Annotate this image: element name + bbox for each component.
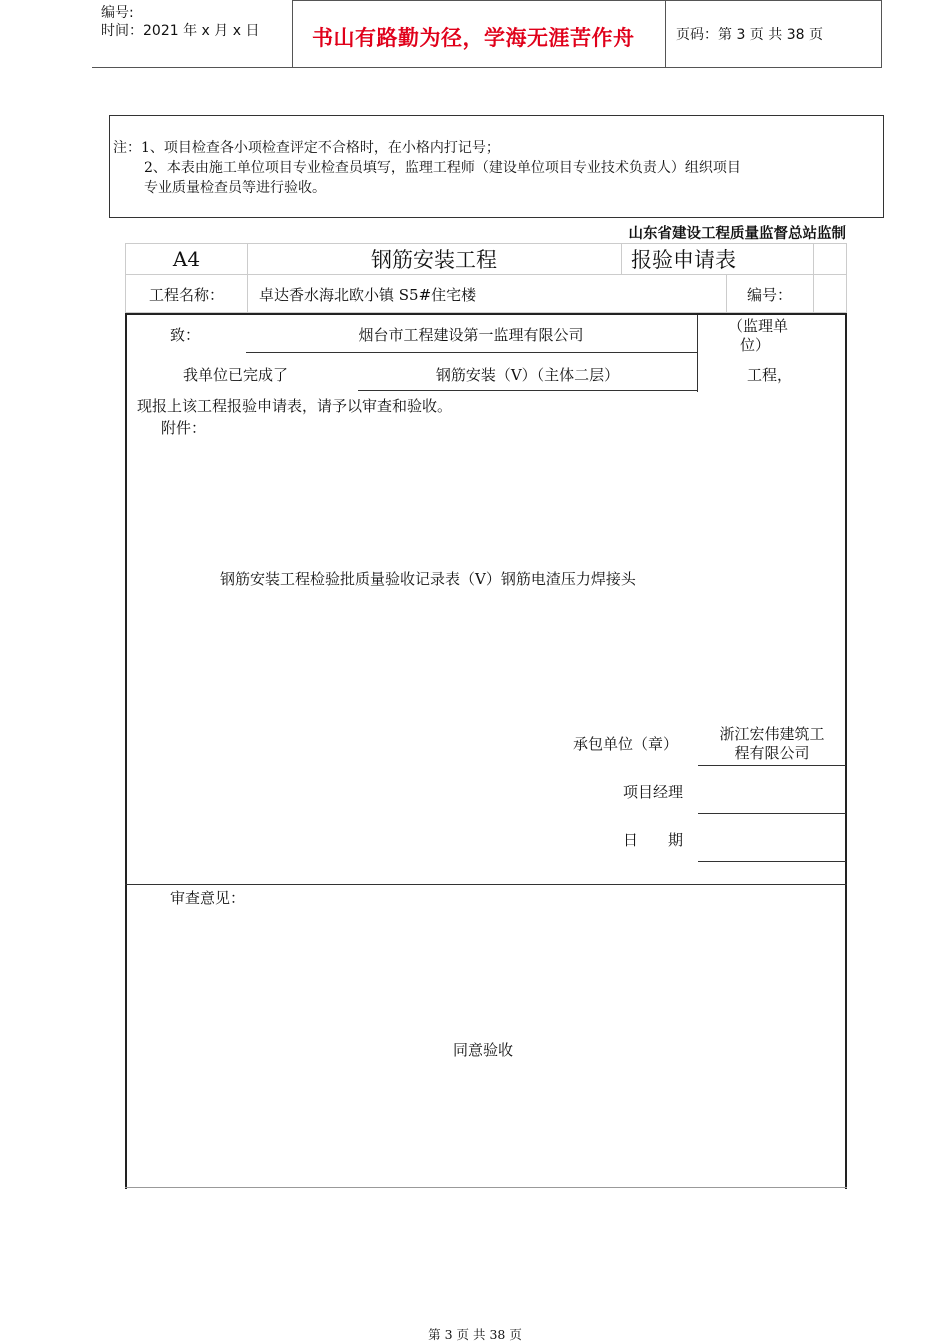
note-line-3: 专业质量检查员等进行验收。 bbox=[144, 180, 326, 196]
signature-line bbox=[698, 861, 846, 862]
form-bottom-rule bbox=[125, 1187, 847, 1188]
supervisor-unit-line-1: （监理单 bbox=[728, 317, 789, 335]
note-line-2: 2、本表由施工单位项目专业检查员填写，监理工程师（建设单位项目专业技术负责人）组织项目 bbox=[144, 160, 741, 176]
header-divider bbox=[292, 0, 293, 68]
supervisor-unit-line-2: 位） bbox=[740, 336, 771, 354]
project-name-label: 工程名称： bbox=[148, 285, 224, 304]
form-name-title: 报验申请表 bbox=[631, 248, 736, 272]
request-text: 现报上该工程报验申请表，请予以审查和验收。 bbox=[137, 397, 453, 415]
fill-line bbox=[358, 390, 697, 391]
date-label: 日 期 bbox=[623, 831, 684, 849]
to-label: 致： bbox=[170, 326, 201, 344]
project-name-value: 卓达香水海北欧小镇 S5#住宅楼 bbox=[259, 285, 477, 304]
note-line-1: 注：1、项目检查各小项检查评定不合格时，在小格内打记号； bbox=[113, 140, 500, 156]
header-divider bbox=[881, 0, 882, 68]
page-number-label: 页码：第 3 页 共 38 页 bbox=[676, 27, 823, 43]
header-bottom-rule bbox=[92, 67, 882, 68]
motto: 书山有路勤为径，学海无涯苦作舟 bbox=[312, 26, 635, 50]
completed-work: 钢筋安装（Ⅴ）（主体二层） bbox=[435, 366, 620, 384]
header-top-rule bbox=[292, 0, 882, 1]
issuer: 山东省建设工程质量监督总站监制 bbox=[628, 226, 846, 242]
time-label: 时间：2021 年 x 月 x 日 bbox=[101, 23, 260, 39]
attachment-label: 附件： bbox=[161, 419, 207, 437]
fill-line bbox=[246, 352, 697, 353]
work-type-title: 钢筋安装工程 bbox=[371, 248, 497, 272]
contractor-name-line-2: 程有限公司 bbox=[734, 744, 810, 762]
title-table bbox=[125, 243, 847, 313]
contractor-label: 承包单位（章） bbox=[573, 735, 679, 753]
manager-label: 项目经理 bbox=[623, 783, 684, 801]
signature-line bbox=[698, 813, 846, 814]
section-divider bbox=[125, 884, 847, 885]
header-divider bbox=[665, 0, 666, 68]
completed-label: 我单位已完成了 bbox=[183, 366, 289, 384]
review-label: 审查意见： bbox=[170, 889, 246, 907]
review-text: 同意验收 bbox=[453, 1041, 514, 1059]
table-rule bbox=[813, 244, 814, 314]
signature-line bbox=[698, 765, 846, 766]
number-label: 编号： bbox=[746, 285, 792, 304]
page-footer: 第 3 页 共 38 页 bbox=[428, 1327, 522, 1342]
form-code: A4 bbox=[172, 247, 201, 271]
fill-line bbox=[697, 315, 698, 392]
contractor-name-line-1: 浙江宏伟建筑工 bbox=[719, 725, 825, 743]
project-suffix: 工程， bbox=[747, 366, 793, 384]
supervisor-company: 烟台市工程建设第一监理有限公司 bbox=[358, 326, 584, 344]
attachment-item: 钢筋安装工程检验批质量验收记录表（Ⅴ）钢筋电渣压力焊接头 bbox=[220, 570, 636, 588]
serial-label: 编号: bbox=[101, 5, 134, 21]
